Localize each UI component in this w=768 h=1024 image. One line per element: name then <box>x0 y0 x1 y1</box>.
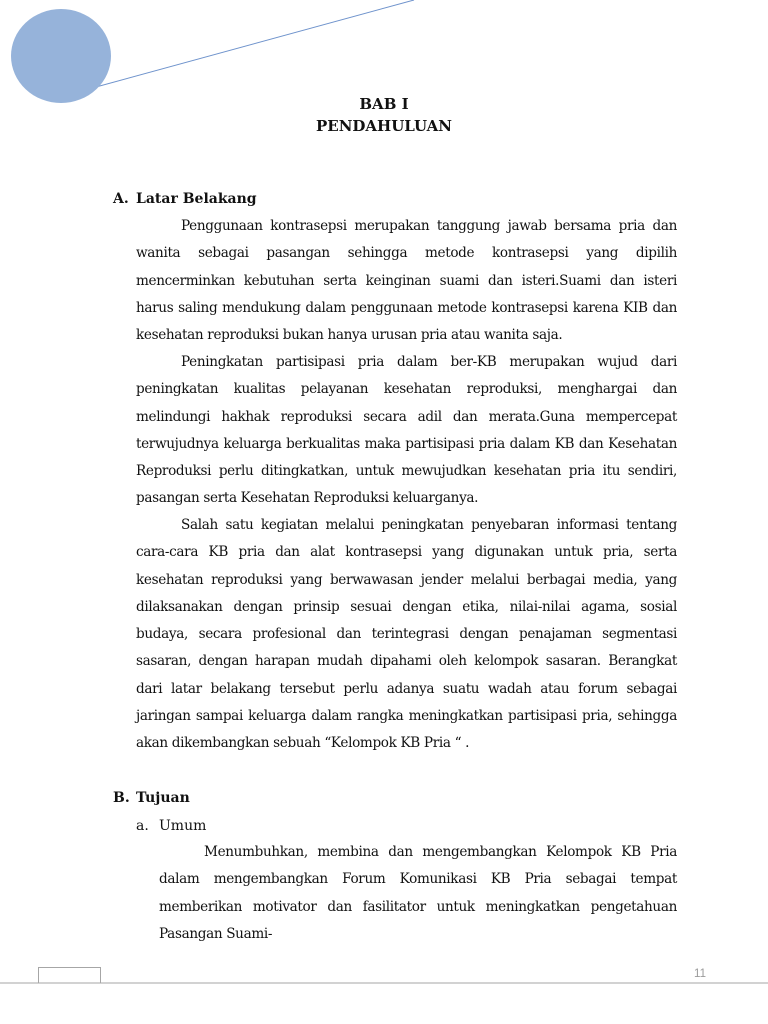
subsection-number: a. <box>136 818 149 834</box>
subsection-heading-umum <box>136 816 206 836</box>
paragraph: Salah satu kegiatan melalui peningkatan penyebaran informasi tentang cara-cara KB pria dan alat kontrasepsi yang digunakan untuk pria, serta kesehatan reproduksi yang berwawasan jender melalui berbagai media, yang dilaksanakan dengan prinsip sesuai dengan etika, nilai-nilai agama, sosial budaya, secara profesional dan terintegrasi dengan penajaman segmentasi sasaran, dengan harapan mudah dipahami oleh kelompok sasaran. Berangkat dari latar belakang tersebut perlu adanya suatu wadah atau forum sebagai jaringan sampai keluarga dalam rangka meningkatkan partisipasi pria, sehingga akan dikembangkan sebuah “Kelompok KB Pria “ . <box>136 517 677 752</box>
section-heading-tujuan <box>113 788 190 808</box>
footer-tab <box>39 968 101 984</box>
paragraph: Penggunaan kontrasepsi merupakan tanggung jawab bersama pria dan wanita sebagai pasangan sehingga metode kontrasepsi yang dipilih mencerminkan kebutuhan serta keinginan suami dan isteri.Suami dan isteri harus saling mendukung dalam penggunaan metode kontrasepsi karena KIB dan kesehatan reproduksi bukan hanya urusan pria atau wanita saja. <box>136 218 677 344</box>
paragraph: Menumbuhkan, membina dan mengembangkan Kelompok KB Pria dalam mengembangkan Forum Komunikasi KB Pria sebagai tempat memberikan motivator dan fasilitator untuk meningkatkan pengetahuan Pasangan Suami- <box>159 844 677 942</box>
header-circle <box>11 9 111 103</box>
section-heading-latar-belakang <box>113 189 257 209</box>
section-title: Tujuan <box>136 790 190 806</box>
page-number: 11 <box>694 968 706 980</box>
subsection-title: Umum <box>159 818 207 834</box>
chapter-title: PENDAHULUAN <box>315 117 453 135</box>
header-diagonal-line <box>96 0 414 87</box>
section-title: Latar Belakang <box>136 191 257 207</box>
chapter-label: BAB I <box>359 95 409 113</box>
section-number: B. <box>113 790 130 806</box>
section-number: A. <box>113 191 129 207</box>
paragraph: Peningkatan partisipasi pria dalam ber-KB merupakan wujud dari peningkatan kualitas pelayanan kesehatan reproduksi, menghargai dan melindungi hakhak reproduksi secara adil dan merata.Guna mempercepat terwujudnya keluarga berkualitas maka partisipasi pria dalam KB dan Kesehatan Reproduksi perlu ditingkatkan, untuk mewujudkan kesehatan pria itu sendiri, pasangan serta Kesehatan Reproduksi keluarganya. <box>136 354 677 507</box>
